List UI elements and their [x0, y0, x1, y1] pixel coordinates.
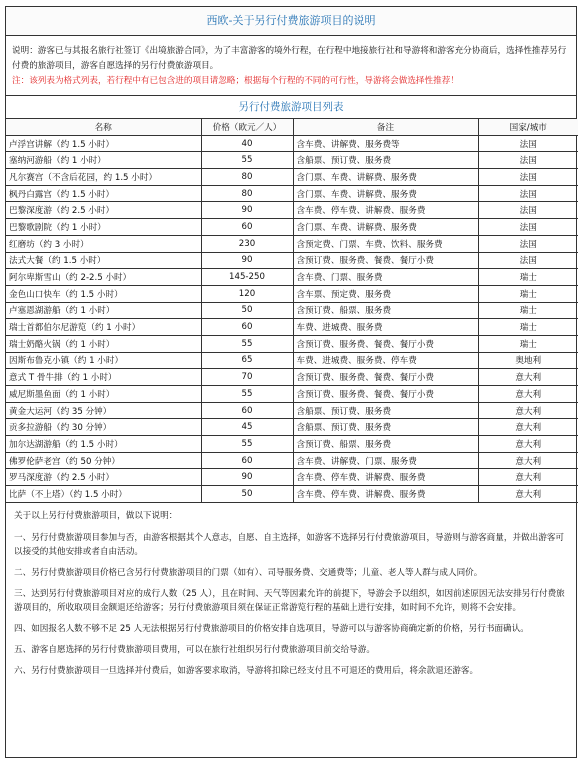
table-row	[6, 352, 578, 369]
cell-price: 90	[201, 469, 293, 486]
cell-name: 比萨（不上塔）（约 1.5 小时）	[6, 486, 201, 503]
cell-remark: 含预定费、门票、车费、饮料、服务费	[293, 235, 478, 252]
cell-remark: 含车票、预定费、服务费	[293, 285, 478, 302]
cell-country: 意大利	[478, 369, 578, 386]
table-row	[6, 452, 578, 469]
cell-remark: 含门票、车费、讲解费、服务费	[293, 185, 478, 202]
note-item: 一、另行付费旅游项目参加与否，由游客根据其个人意志，自愿、自主选择，如游客不选择另行付费旅游项目，导游则与游客商量，并做出游客可以接受的其他安排或者自由活动。	[14, 532, 565, 557]
cell-country: 意大利	[478, 452, 578, 469]
cell-price: 120	[201, 285, 293, 302]
note-item: 六、另行付费旅游项目一旦选择并付费后，如游客要求取消，导游将扣除已经支付且不可退还的费用后，将余款退还游客。	[14, 665, 479, 676]
cell-country: 瑞士	[478, 285, 578, 302]
table-row	[6, 319, 578, 336]
cell-name: 阿尔卑斯雪山（约 2-2.5 小时）	[6, 269, 201, 286]
cell-name: 瑞士奶酪火锅（约 1 小时）	[6, 335, 201, 352]
cell-country: 法国	[478, 169, 578, 186]
cell-country: 瑞士	[478, 269, 578, 286]
table-row	[6, 419, 578, 436]
cell-price: 50	[201, 486, 293, 503]
table-row	[6, 169, 578, 186]
table-row	[6, 135, 578, 152]
column-header-price: 价格（欧元／人）	[201, 119, 293, 135]
cell-remark: 含船票、预订费、服务费	[293, 152, 478, 169]
cell-price: 65	[201, 352, 293, 369]
table-row	[6, 436, 578, 453]
table-row	[6, 219, 578, 236]
note-item: 三、达到另行付费旅游项目对应的成行人数（25 人），且在时间、天气等因素允许的前提下，导游会予以组织，如因前述原因无法安排另行付费旅游项目的，所收取项目金额退还给游客；另行付费旅游项目须在保证正常游览行程的基础上进行安排，如时间不允许，则将不会安排。	[14, 588, 565, 613]
cell-name: 凡尔赛宫（不含后花园，约 1.5 小时）	[6, 169, 201, 186]
cell-name: 佛罗伦萨老宫（约 50 分钟）	[6, 452, 201, 469]
cell-name: 金色山口快车（约 1.5 小时）	[6, 285, 201, 302]
cell-name: 瑞士首都伯尔尼游览（约 1 小时）	[6, 319, 201, 336]
cell-price: 40	[201, 135, 293, 152]
cell-remark: 含车费、停车费、讲解费、服务费	[293, 202, 478, 219]
cell-price: 55	[201, 152, 293, 169]
cell-country: 瑞士	[478, 319, 578, 336]
cell-country: 意大利	[478, 386, 578, 403]
cell-country: 意大利	[478, 419, 578, 436]
notes-lead: 关于以上另行付费旅游项目，做以下说明：	[14, 510, 178, 521]
table-row	[6, 202, 578, 219]
table-row	[6, 469, 578, 486]
list-title: 另行付费旅游项目列表	[6, 96, 576, 119]
cell-name: 法式大餐（约 1.5 小时）	[6, 252, 201, 269]
cell-name: 贡多拉游船（约 30 分钟）	[6, 419, 201, 436]
cell-remark: 含车费、讲解费、服务费等	[293, 135, 478, 152]
cell-remark: 车费、进城费、服务费、停车费	[293, 352, 478, 369]
table-row	[6, 152, 578, 169]
cell-name: 罗马深度游（约 2.5 小时）	[6, 469, 201, 486]
cell-name: 威尼斯墨鱼面（约 1 小时）	[6, 386, 201, 403]
table-row	[6, 235, 578, 252]
table-row	[6, 302, 578, 319]
note-item: 五、游客自愿选择的另行付费旅游项目费用，可以在旅行社组织另行付费旅游项目前交给导游。	[14, 644, 375, 655]
column-header-remark: 备注	[293, 119, 478, 135]
cell-name: 因斯布鲁克小镇（约 1 小时）	[6, 352, 201, 369]
cell-country: 法国	[478, 235, 578, 252]
document-frame	[5, 6, 577, 758]
cell-name: 黄金大运河（约 35 分钟）	[6, 402, 201, 419]
cell-price: 90	[201, 252, 293, 269]
table-header-row	[6, 119, 578, 135]
cell-remark: 含船票、预订费、服务费	[293, 402, 478, 419]
cell-name: 红磨坊（约 3 小时）	[6, 235, 201, 252]
cell-price: 55	[201, 335, 293, 352]
table-row	[6, 486, 578, 503]
cell-country: 意大利	[478, 402, 578, 419]
cell-price: 90	[201, 202, 293, 219]
cell-country: 意大利	[478, 469, 578, 486]
cell-price: 60	[201, 219, 293, 236]
cell-country: 法国	[478, 152, 578, 169]
table-row	[6, 369, 578, 386]
cell-price: 70	[201, 369, 293, 386]
table-row	[6, 269, 578, 286]
cell-country: 法国	[478, 135, 578, 152]
note-item: 二、另行付费旅游项目价格已含另行付费旅游项目的门票（如有）、司导服务费、交通费等；儿童、老人等人群与成人同价。	[14, 567, 483, 578]
cell-remark: 含预订费、服务费、餐费、餐厅小费	[293, 386, 478, 403]
note-item: 四、如因报名人数不够不足 25 人无法根据另行付费旅游项目的价格安排自选项目，导游可以与游客协商确定新的价格，另行书面确认。	[14, 623, 529, 634]
table-row	[6, 252, 578, 269]
table-row	[6, 402, 578, 419]
notes-section	[6, 503, 576, 691]
cell-remark: 含门票、车费、讲解费、服务费	[293, 219, 478, 236]
cell-country: 法国	[478, 185, 578, 202]
document-title: 西欧-关于另行付费旅游项目的说明	[6, 7, 576, 36]
cell-remark: 车费、进城费、服务费	[293, 319, 478, 336]
cell-price: 60	[201, 402, 293, 419]
cell-price: 60	[201, 319, 293, 336]
cell-name: 塞纳河游船（约 1 小时）	[6, 152, 201, 169]
cell-price: 145-250	[201, 269, 293, 286]
cell-remark: 含预订费、服务费、餐费、餐厅小费	[293, 252, 478, 269]
cell-price: 230	[201, 235, 293, 252]
cell-name: 巴黎歌剧院（约 1 小时）	[6, 219, 201, 236]
cell-remark: 含车费、停车费、讲解费、服务费	[293, 486, 478, 503]
cell-country: 瑞士	[478, 302, 578, 319]
cell-price: 50	[201, 302, 293, 319]
cell-price: 80	[201, 185, 293, 202]
cell-price: 60	[201, 452, 293, 469]
cell-price: 45	[201, 419, 293, 436]
cell-price: 55	[201, 436, 293, 453]
intro-note: 注：该列表为格式列表，若行程中有已包含进的项目请忽略；根据每个行程的不同的可行性，导游将会做选择性推荐！	[12, 76, 459, 86]
cell-remark: 含预订费、船票、服务费	[293, 436, 478, 453]
table-row	[6, 285, 578, 302]
cell-remark: 含门票、车费、讲解费、服务费	[293, 169, 478, 186]
cell-name: 意式 T 骨牛排（约 1 小时）	[6, 369, 201, 386]
column-header-name: 名称	[6, 119, 201, 135]
intro-text: 说明：游客已与其报名旅行社签订《出境旅游合同》，为了丰富游客的境外行程，在行程中地接旅行社和导游将和游客充分协商后，选择性推荐另行付费的旅游项目，游客自愿选择的另行付费旅游项目。	[12, 46, 567, 71]
cell-name: 枫丹白露宫（约 1.5 小时）	[6, 185, 201, 202]
cell-name: 卢浮宫讲解（约 1.5 小时）	[6, 135, 201, 152]
cell-country: 意大利	[478, 436, 578, 453]
cell-remark: 含预订费、船票、服务费	[293, 302, 478, 319]
cell-name: 卢塞恩湖游船（约 1 小时）	[6, 302, 201, 319]
table-row	[6, 386, 578, 403]
cell-price: 80	[201, 169, 293, 186]
cell-remark: 含预订费、服务费、餐费、餐厅小费	[293, 369, 478, 386]
cell-country: 法国	[478, 202, 578, 219]
cell-country: 法国	[478, 252, 578, 269]
cell-country: 奥地利	[478, 352, 578, 369]
cell-country: 法国	[478, 219, 578, 236]
cell-name: 巴黎深度游（约 2.5 小时）	[6, 202, 201, 219]
cell-remark: 含车费、停车费、讲解费、服务费	[293, 469, 478, 486]
column-header-country: 国家/城市	[478, 119, 578, 135]
cell-remark: 含车费、讲解费、门票、服务费	[293, 452, 478, 469]
cell-country: 意大利	[478, 486, 578, 503]
projects-table	[6, 119, 578, 503]
cell-country: 瑞士	[478, 335, 578, 352]
cell-remark: 含车费、门票、服务费	[293, 269, 478, 286]
intro-section	[6, 36, 576, 96]
cell-remark: 含船票、预订费、服务费	[293, 419, 478, 436]
cell-remark: 含预订费、服务费、餐费、餐厅小费	[293, 335, 478, 352]
table-row	[6, 185, 578, 202]
cell-price: 55	[201, 386, 293, 403]
table-row	[6, 335, 578, 352]
cell-name: 加尔达湖游船（约 1.5 小时）	[6, 436, 201, 453]
